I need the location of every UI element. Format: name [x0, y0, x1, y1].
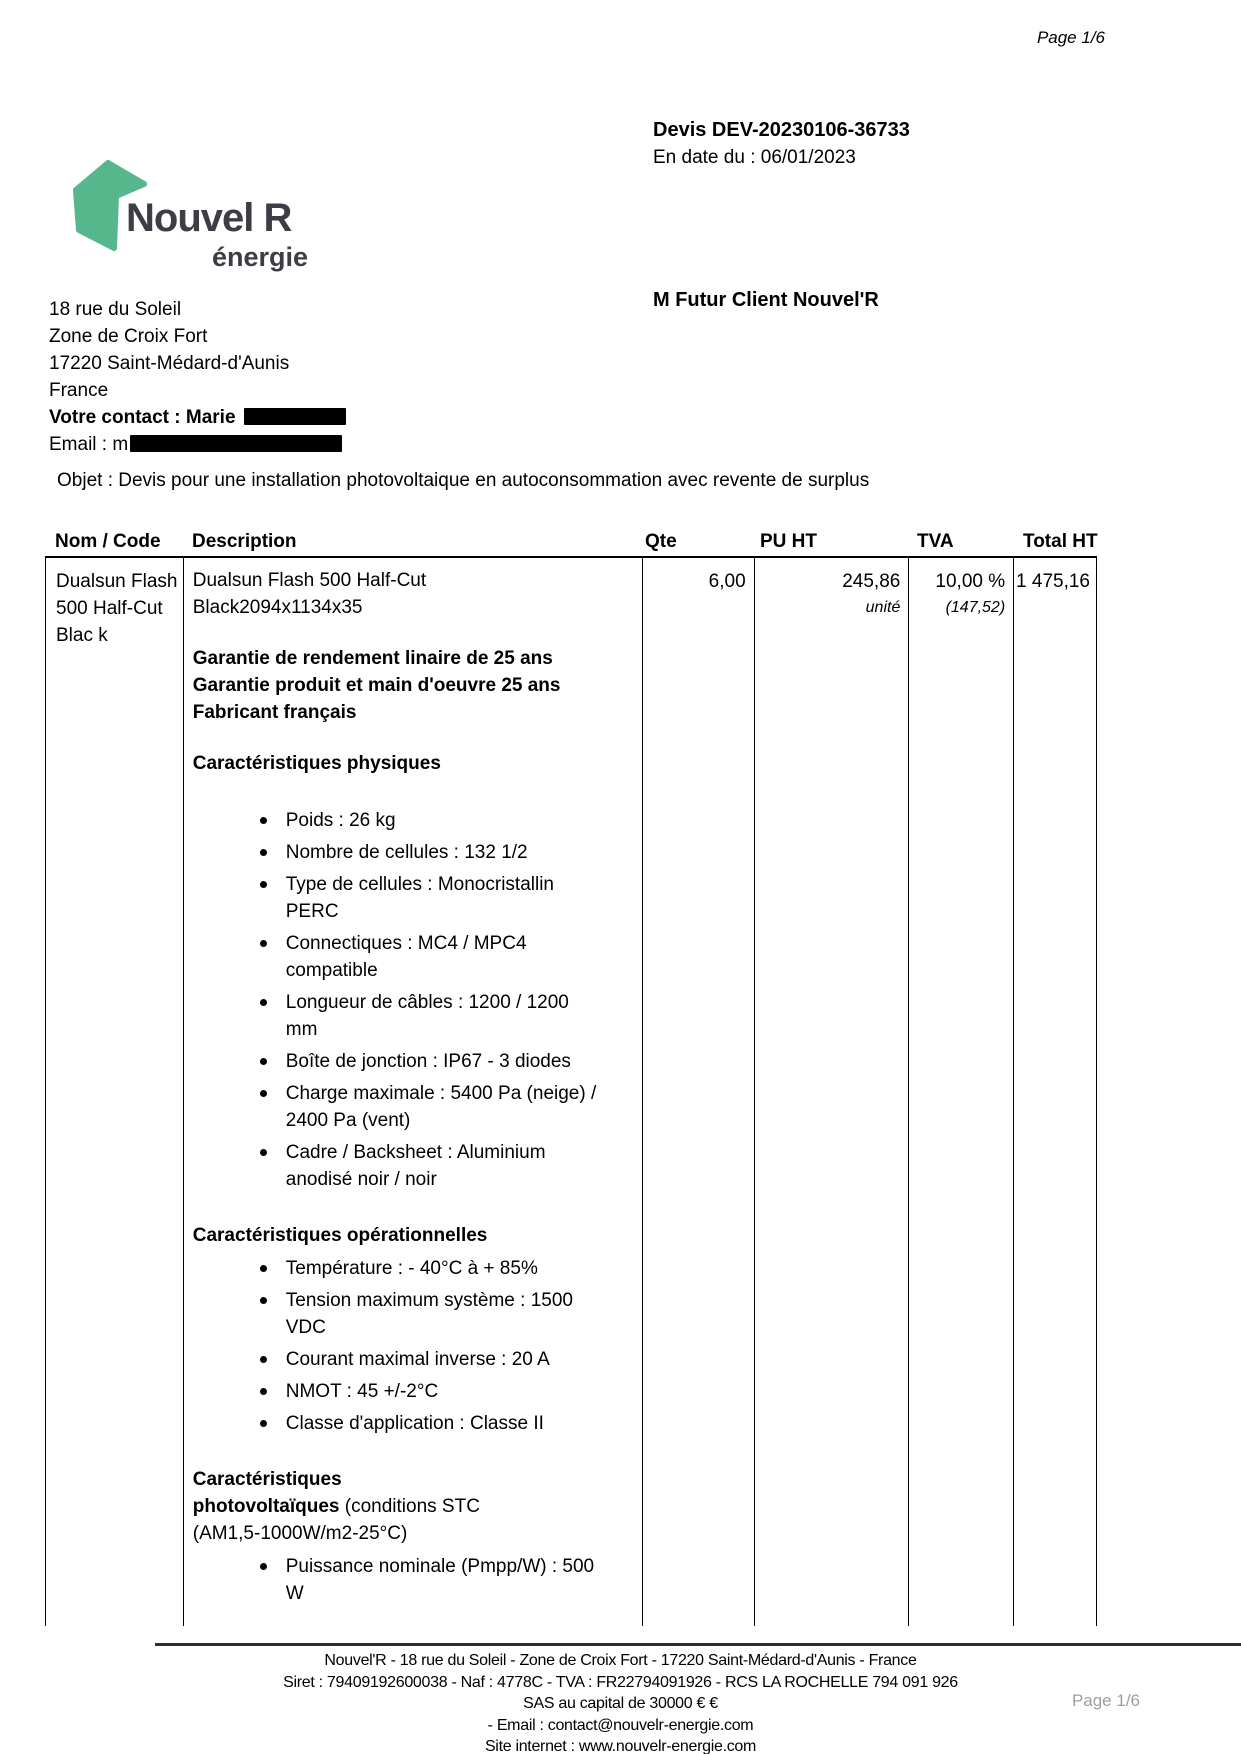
- address-line: France: [49, 380, 109, 401]
- contact-line: [49, 404, 346, 431]
- description-spacer: [193, 777, 636, 801]
- item-name-cell: [46, 558, 184, 1626]
- item-name-line: 500 Half-Cut: [56, 598, 163, 619]
- redacted-email: [130, 435, 342, 452]
- description-bullet: Boîte de jonction : IP67 - 3 diodes: [257, 1048, 636, 1075]
- contact-label: Votre contact : Marie: [49, 407, 236, 428]
- address-line: 18 rue du Soleil: [49, 299, 182, 320]
- item-total-cell: [1014, 558, 1096, 1626]
- footer-legal-block: [0, 1650, 1241, 1754]
- description-spacer: [193, 1442, 636, 1466]
- description-bullet-list: [257, 807, 636, 1193]
- quote-date: En date du : 06/01/2023: [653, 147, 856, 168]
- table-row: [45, 558, 1097, 1626]
- description-bullet: NMOT : 45 +/-2°C: [257, 1378, 636, 1405]
- description-bullet: Connectiques : MC4 / MPC4 compatible: [257, 930, 636, 984]
- column-header-name-code: Nom / Code: [55, 531, 161, 552]
- description-heading: Caractéristiques physiques: [192, 753, 441, 774]
- column-header-total: Total HT: [1023, 531, 1098, 552]
- page-number-top: Page 1/6: [1036, 28, 1105, 47]
- item-vat-amount: (147,52): [945, 599, 1006, 616]
- item-description-cell: [184, 558, 643, 1626]
- column-header-unit-price: PU HT: [760, 531, 817, 552]
- item-qty-cell: [643, 558, 755, 1626]
- logo-subtitle: énergie: [211, 242, 308, 272]
- footer-line: Siret : 79409192600038 - Naf : 4778C - TVA : FR22794091926 - RCS LA ROCHELLE 794 091 926: [283, 1673, 958, 1691]
- column-header-vat: TVA: [917, 531, 954, 552]
- item-unit-price: 245,86: [842, 571, 901, 592]
- description-heading: Caractéristiques opérationnelles: [192, 1225, 488, 1246]
- description-heading: Caractéristiques photovoltaïques (conditions STC (AM1,5-1000W/m2-25°C): [192, 1469, 480, 1544]
- item-unit-note: unité: [865, 599, 901, 616]
- description-bullet: Classe d'application : Classe II: [257, 1410, 636, 1437]
- description-bullet: Tension maximum système : 1500 VDC: [257, 1287, 636, 1341]
- description-bullet: Charge maximale : 5400 Pa (neige) / 2400 Pa (vent): [257, 1080, 636, 1134]
- footer-divider: [155, 1643, 1241, 1646]
- table-header-row: [45, 522, 1097, 558]
- description-bullet-list: [257, 1553, 636, 1607]
- description-heading: Garantie de rendement linaire de 25 ans Garantie produit et main d'oeuvre 25 ans Fabricant français: [192, 648, 561, 723]
- item-unit-price-cell: [755, 558, 910, 1626]
- quote-number: Devis DEV-20230106-36733: [653, 119, 910, 141]
- description-bullet: Courant maximal inverse : 20 A: [257, 1346, 636, 1373]
- description-bullet: Cadre / Backsheet : Aluminium anodisé noir / noir: [257, 1139, 636, 1193]
- column-header-qty: Qte: [645, 531, 677, 552]
- footer-line: - Email : contact@nouvelr-energie.com: [487, 1716, 754, 1734]
- email-line: [49, 431, 346, 458]
- footer-line: SAS au capital de 30000 € €: [523, 1695, 718, 1712]
- description-text: Dualsun Flash 500 Half-Cut Black2094x1134x35: [192, 570, 427, 618]
- quote-subject: Objet : Devis pour une installation photovoltaique en autoconsommation avec revente de surplus: [57, 470, 870, 491]
- footer-line: Site internet : www.nouvelr-energie.com: [484, 1738, 757, 1754]
- address-line: 17220 Saint-Médard-d'Aunis: [49, 353, 290, 374]
- item-total: 1 475,16: [1016, 571, 1090, 592]
- description-bullet: Type de cellules : Monocristallin PERC: [257, 871, 636, 925]
- item-vat-rate: 10,00 %: [935, 571, 1006, 592]
- item-vat-cell: [909, 558, 1014, 1626]
- description-bullet: Température : - 40°C à + 85%: [257, 1255, 636, 1282]
- description-spacer: [193, 1198, 636, 1222]
- email-label: Email : m: [49, 434, 129, 455]
- redacted-contact-name: [244, 408, 346, 425]
- page-number-bottom: Page 1/6: [1071, 1691, 1140, 1710]
- description-spacer: [193, 726, 636, 750]
- description-bullet: Longueur de câbles : 1200 / 1200 mm: [257, 989, 636, 1043]
- item-name-line: Blac k: [56, 625, 108, 646]
- address-line: Zone de Croix Fort: [49, 326, 208, 347]
- description-bullet-list: [257, 1255, 636, 1437]
- document-meta: [653, 116, 910, 172]
- column-header-description: Description: [192, 531, 297, 552]
- footer-line: Nouvel'R - 18 rue du Soleil - Zone de Croix Fort - 17220 Saint-Médard-d'Aunis - France: [324, 1652, 917, 1669]
- client-name: M Futur Client Nouvel'R: [653, 289, 879, 311]
- description-bullet: Nombre de cellules : 132 1/2: [257, 839, 636, 866]
- item-name-line: Dualsun Flash: [56, 571, 178, 592]
- description-spacer: [193, 621, 636, 645]
- company-logo: [72, 158, 312, 272]
- company-address-block: [49, 296, 346, 458]
- description-bullet: Puissance nominale (Pmpp/W) : 500 W: [257, 1553, 636, 1607]
- description-bullet: Poids : 26 kg: [257, 807, 636, 834]
- item-qty: 6,00: [708, 571, 746, 592]
- logo-name: Nouvel R: [126, 196, 292, 240]
- quote-items-table: [45, 522, 1097, 1626]
